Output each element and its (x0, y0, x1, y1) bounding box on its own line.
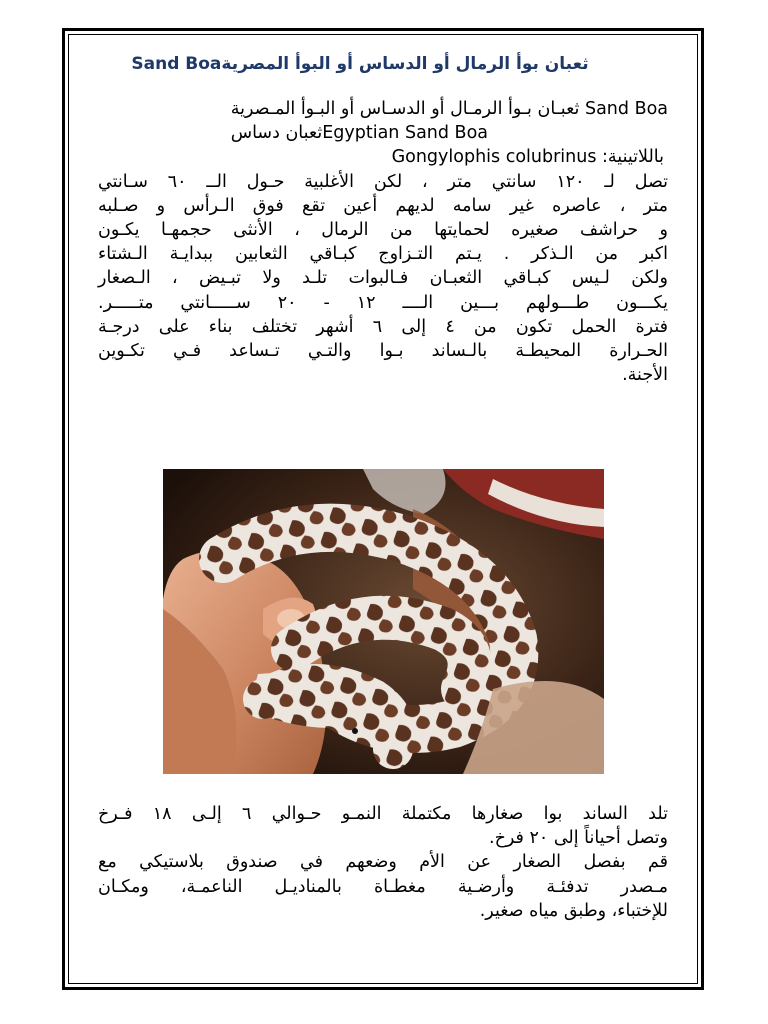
text-line: الحـرارة المحيطـة بالـساند بـوا والتـي تـساعد فـي تكـوين (98, 341, 668, 362)
text-line: و حراشف صغيره لحمايتها من الرمال ، الأنثى حجمهـا يكـون (98, 220, 668, 241)
sand-boa-photo (163, 469, 604, 774)
text-line: تصل لـ ١٢٠ سانتي متر ، لكن الأغلبية حـول الــ ٦٠ سـانتي (98, 171, 668, 192)
text-line: Egyptian Sand Boaثعبان دساس (230, 123, 488, 144)
text-line: متر ، عاصره غير سامه لديهم أعين تقع فوق الـرأس و صـلبه (98, 195, 668, 216)
text-line: وتصل أحياناً إلى ٢٠ فرخ. (489, 828, 668, 849)
text-line: الأجنة. (622, 365, 668, 386)
text-line: ولكن لـيس كبـاقي الثعبـان فـالبوات تلـد ولا تبـيض ، الـصغار (98, 268, 668, 289)
document-title: ثعبان بوأ الرمال أو الدساس أو البوأ المصريةSand Boa (131, 54, 589, 74)
outro-paragraph (98, 802, 668, 923)
text-line: اكبر من الـذكر . يـتم التـزاوج كبـاقي الثعابين ببدايـة الـشتاء (98, 244, 668, 265)
text-line: للإختباء، وطبق مياه صغير. (479, 900, 668, 921)
text-line: قم بفصل الصغار عن الأم وضعهم في صندوق بلاستيكي مع (98, 852, 668, 873)
text-line: Sand Boa ثعبـان بـوأ الرمـال أو الدسـاس أو البـوأ المـصرية (230, 99, 668, 119)
text-line: يكـــون طـــولهم بـــين الــــ ١٢ - ٢٠ ســـــانتي متـــــر. (98, 292, 668, 313)
text-line: مـصدر تدفئـة وأرضـية مغطـاة بالمناديـل الناعمـة، ومكـان (98, 876, 668, 897)
text-line: فترة الحمل تكون من ٤ إلى ٦ أشهر تختلف بناء على درجـة (98, 316, 668, 337)
text-line: تلد الساند بوا صغارها مكتملة النمـو حـوالي ٦ إلـى ١٨ فـرخ (98, 804, 668, 824)
text-line: باللاتينية: Gongylophis colubrinus (391, 147, 664, 168)
intro-paragraph (98, 97, 668, 387)
